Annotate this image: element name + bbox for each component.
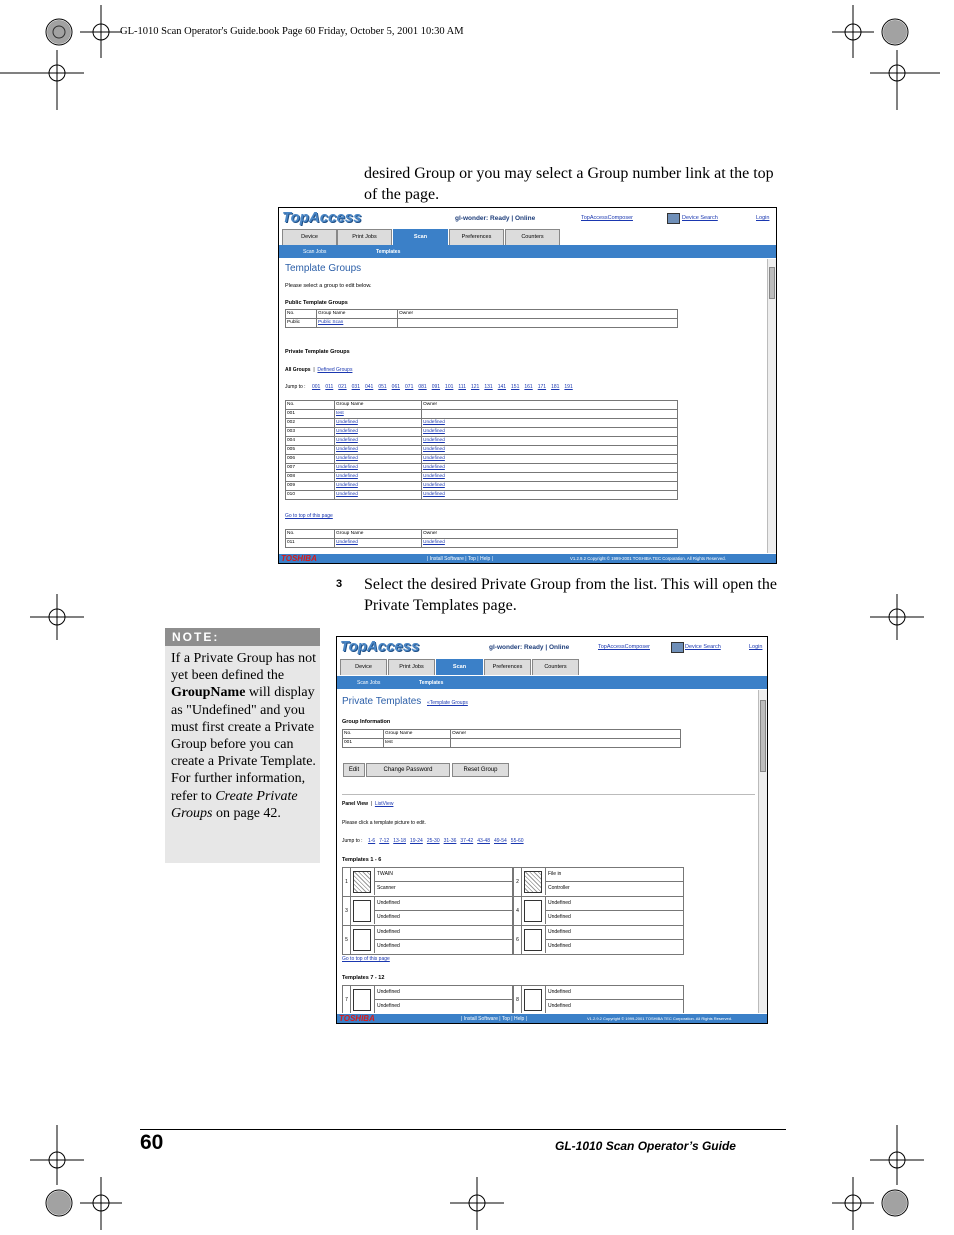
list-view-link[interactable]: ListView (374, 801, 394, 807)
template-destination: Controller (545, 882, 683, 895)
table-row (286, 473, 678, 482)
tab-counters-2[interactable]: Counters (532, 659, 579, 675)
templates-7-12-heading: Templates 7 - 12 (342, 975, 385, 981)
scrollbar[interactable] (767, 259, 776, 553)
private-groups-table (285, 400, 678, 500)
edit-button[interactable]: Edit (343, 763, 365, 777)
template-name: Undefined (374, 986, 512, 1000)
template-cell[interactable] (342, 985, 513, 1013)
device-search-icon-2 (671, 642, 684, 653)
table-row (286, 530, 678, 539)
template-name: Undefined (545, 986, 683, 1000)
template-groups-back-link[interactable]: «Template Groups (427, 700, 468, 706)
template-destination: Undefined (374, 1000, 512, 1013)
table-row (286, 482, 678, 491)
tab-scan[interactable]: Scan (393, 229, 448, 245)
group-name-link[interactable]: Undefined (335, 419, 422, 428)
copyright-text-2: V1.2.9.2 Copyright © 1999-2001 TOSHIBA TEC Corporation. All Rights Reserved. (587, 1016, 733, 1021)
jump-link[interactable]: 191 (564, 384, 573, 390)
note-text (171, 650, 319, 822)
jump-to-row-2 (342, 838, 524, 844)
step-number: 3 (336, 578, 343, 590)
private-groups-heading: Private Template Groups (285, 349, 350, 355)
screen-footer (279, 554, 776, 563)
group-name-link[interactable]: Undefined (335, 455, 422, 464)
jump-link[interactable]: 181 (551, 384, 560, 390)
info-owner (451, 739, 681, 748)
jump-link[interactable]: 31-36 (443, 838, 457, 844)
jump-link[interactable]: 061 (391, 384, 401, 390)
note-text-middle: will display as "Undefined" and you must first create a Private Group before you can create a Private Template. For further information, refer to (171, 685, 316, 804)
template-cell[interactable] (513, 925, 684, 955)
jump-link[interactable]: 55-60 (510, 838, 524, 844)
blank-template-icon[interactable] (524, 929, 542, 951)
group-name-link[interactable]: Undefined (335, 473, 422, 482)
jump-link[interactable]: 111 (458, 384, 466, 390)
column-header: Group Name (335, 401, 422, 410)
template-number: 1 (343, 868, 351, 896)
jump-link[interactable]: 161 (524, 384, 533, 390)
panel-view-label: Panel View (342, 801, 369, 807)
table-cell: 011 (286, 539, 335, 548)
table-row (286, 446, 678, 455)
intro-paragraph: desired Group or you may select a Group number link at the top of the page. (364, 165, 774, 203)
template-cell[interactable] (342, 925, 513, 955)
all-groups-label: All Groups (285, 367, 311, 373)
topaccess-logo: TopAccess (282, 209, 362, 226)
group-no: 007 (286, 464, 335, 473)
note-heading: NOTE: (165, 628, 320, 646)
template-cell[interactable] (513, 896, 684, 926)
jump-link[interactable]: 121 (471, 384, 480, 390)
template-name: TWAIN (374, 868, 512, 882)
group-no: 005 (286, 446, 335, 455)
table-row (286, 539, 678, 548)
composer-link[interactable]: TopAccessComposer (581, 215, 633, 221)
page-content (279, 259, 768, 553)
change-password-button[interactable]: Change Password (366, 763, 450, 777)
sub-tab-bar (279, 245, 776, 258)
table-row (286, 491, 678, 500)
group-no: 009 (286, 482, 335, 491)
template-cell[interactable] (513, 985, 684, 1013)
owner-link[interactable] (422, 410, 678, 419)
note-text-before: If a Private Group has not yet been defined the (171, 651, 317, 684)
table-cell: Group Name (335, 530, 422, 539)
topaccess-logo-2: TopAccess (340, 638, 420, 655)
template-number: 3 (343, 897, 351, 925)
main-tabs (279, 229, 776, 245)
private-groups-rows-2 (286, 530, 678, 548)
jump-link[interactable]: 021 (338, 384, 347, 390)
template-destination: Undefined (545, 1000, 683, 1013)
toshiba-logo: TOSHIBA (281, 554, 317, 563)
template-number: 2 (514, 868, 522, 896)
template-number: 6 (514, 926, 522, 954)
group-name-link[interactable]: test (335, 410, 422, 419)
info-no: 001 (343, 739, 384, 748)
owner-link[interactable]: Undefined (422, 491, 678, 500)
sub-tab-scan-jobs-2[interactable]: Scan Jobs (357, 680, 381, 686)
template-icon[interactable] (353, 871, 371, 893)
info-col-owner: Owner (451, 730, 681, 739)
footer-links-2[interactable]: | Install Software | Top | Help | (461, 1016, 527, 1022)
instruction-text: Please select a group to edit below. (285, 283, 372, 289)
template-name: Undefined (545, 926, 683, 940)
jump-link[interactable]: 43-48 (477, 838, 490, 844)
col-owner: Owner (398, 310, 678, 319)
login-link-2[interactable]: Login (749, 644, 763, 650)
owner-link[interactable]: Undefined (422, 419, 678, 428)
device-search-link-2[interactable]: Device Search (685, 644, 721, 650)
scrollbar-thumb[interactable] (769, 267, 775, 299)
templates-grid-2 (342, 985, 682, 1013)
table-row (286, 428, 678, 437)
group-no: 003 (286, 428, 335, 437)
col-group-name: Group Name (317, 310, 398, 319)
jump-link[interactable]: 131 (484, 384, 493, 390)
private-templates-screenshot (336, 636, 768, 1024)
screen-footer-2 (337, 1014, 767, 1023)
group-info-heading: Group Information (342, 719, 391, 725)
main-tabs-2 (337, 659, 767, 675)
template-number: 8 (514, 986, 522, 1013)
template-number: 4 (514, 897, 522, 925)
page-content-2 (337, 690, 759, 1013)
column-header: No. (286, 401, 335, 410)
jump-link[interactable]: 091 (431, 384, 441, 390)
device-status: gl-wonder: Ready | Online (455, 215, 536, 222)
group-name-link[interactable]: Undefined (335, 446, 422, 455)
sub-tab-templates[interactable]: Templates (376, 249, 401, 255)
group-no: 001 (286, 410, 335, 419)
blank-template-icon[interactable] (353, 900, 371, 922)
public-group-link[interactable]: Public Scan (317, 319, 398, 328)
owner-link[interactable]: Undefined (422, 464, 678, 473)
page-number: 60 (140, 1131, 164, 1154)
tab-device-2[interactable]: Device (340, 659, 387, 675)
group-name-link[interactable]: Undefined (335, 491, 422, 500)
tab-counters[interactable]: Counters (505, 229, 560, 245)
col-no: No. (286, 310, 317, 319)
template-destination: Undefined (545, 940, 683, 953)
sub-tab-scan-jobs[interactable]: Scan Jobs (303, 249, 327, 255)
step-text: Select the desired Private Group from the list. This will open the Private Templates page. (364, 576, 777, 614)
jump-link[interactable]: 011 (325, 384, 334, 390)
group-name-link[interactable]: Undefined (335, 437, 422, 446)
jump-link[interactable]: 101 (445, 384, 454, 390)
back-link-text: Template Groups (429, 700, 468, 706)
templates-grid-1 (342, 867, 682, 954)
guide-title: GL-1010 Scan Operator’s Guide (555, 1139, 736, 1153)
page-title-2: Private Templates (342, 696, 422, 707)
scrollbar-2[interactable] (758, 690, 767, 1013)
divider (342, 794, 755, 795)
template-destination: Undefined (374, 911, 512, 924)
go-top-link[interactable]: Go to top of this page (285, 513, 333, 519)
footer-links[interactable]: | Install Software | Top | Help | (427, 556, 493, 562)
public-owner (398, 319, 678, 328)
go-top-link-2[interactable]: Go to top of this page (342, 956, 390, 962)
group-name-link[interactable]: Undefined (335, 464, 422, 473)
blank-template-icon[interactable] (353, 989, 371, 1011)
note-text-after: on page 42. (212, 805, 281, 821)
device-status-2: gl-wonder: Ready | Online (489, 644, 570, 651)
tab-scan-2[interactable]: Scan (436, 659, 483, 675)
jump-link[interactable]: 041 (364, 384, 374, 390)
private-groups-rows (286, 401, 678, 500)
table-cell: No. (286, 530, 335, 539)
blank-template-icon[interactable] (353, 929, 371, 951)
template-icon[interactable] (524, 871, 542, 893)
owner-link[interactable]: Undefined (422, 482, 678, 491)
owner-link[interactable]: Undefined (422, 446, 678, 455)
instruction-text-2: Please click a template picture to edit. (342, 820, 426, 826)
template-number: 7 (343, 986, 351, 1013)
note-italic-reference: Create Private Groups (171, 788, 298, 821)
table-cell[interactable]: Undefined (335, 539, 422, 548)
blank-template-icon[interactable] (524, 989, 542, 1011)
jump-link[interactable]: 19-24 (410, 838, 423, 844)
template-destination: Scanner (374, 882, 512, 895)
owner-link[interactable]: Undefined (422, 473, 678, 482)
info-col-group-name: Group Name (384, 730, 451, 739)
jump-links-2 (364, 838, 524, 844)
device-search-icon (667, 213, 680, 224)
template-name: Undefined (374, 926, 512, 940)
jump-link[interactable]: 171 (537, 384, 547, 390)
public-groups-heading: Public Template Groups (285, 300, 348, 306)
template-cell[interactable] (513, 867, 684, 897)
template-cell[interactable] (342, 896, 513, 926)
jump-link[interactable]: 49-54 (494, 838, 507, 844)
group-name-link[interactable]: Undefined (335, 482, 422, 491)
jump-to-row (285, 384, 573, 390)
note-bold-term: GroupName (171, 685, 246, 701)
jump-link[interactable]: 051 (378, 384, 387, 390)
table-cell: Owner (422, 530, 678, 539)
table-row (286, 419, 678, 428)
jump-label: Jump to : (285, 384, 306, 390)
composer-link-2[interactable]: TopAccessComposer (598, 644, 650, 650)
owner-link[interactable]: Undefined (422, 428, 678, 437)
template-destination: Undefined (545, 911, 683, 924)
view-filter: All Groups | Defined Groups (285, 367, 353, 373)
template-cell[interactable] (342, 867, 513, 897)
group-info-table (342, 729, 681, 748)
page-title: Template Groups (285, 263, 362, 274)
jump-link[interactable]: 151 (511, 384, 520, 390)
copyright-text: V1.2.9.2 Copyright © 1999-2001 TOSHIBA TEC Corporation. All Rights Reserved. (570, 556, 726, 561)
jump-link[interactable]: 13-18 (393, 838, 407, 844)
template-groups-screenshot (278, 207, 777, 564)
jump-link[interactable]: 031 (351, 384, 360, 390)
owner-link[interactable]: Undefined (422, 437, 678, 446)
tab-print-jobs[interactable]: Print Jobs (337, 229, 392, 245)
template-name: File in (545, 868, 683, 882)
table-cell[interactable]: Undefined (422, 539, 678, 548)
template-name: Undefined (545, 897, 683, 911)
table-row (286, 437, 678, 446)
template-number: 5 (343, 926, 351, 954)
blank-template-icon[interactable] (524, 900, 542, 922)
template-name: Undefined (374, 897, 512, 911)
jump-link[interactable]: 25-30 (426, 838, 440, 844)
tab-device[interactable]: Device (282, 229, 337, 245)
jump-link[interactable]: 081 (418, 384, 427, 390)
group-no: 010 (286, 491, 335, 500)
info-group-name: test (384, 739, 451, 748)
public-no: Public (286, 319, 317, 328)
jump-link[interactable]: 141 (497, 384, 507, 390)
footer-rule (140, 1129, 786, 1130)
view-toggle: Panel View | ListView (342, 801, 394, 807)
group-no: 008 (286, 473, 335, 482)
book-header-line: GL-1010 Scan Operator's Guide.book Page 60 Friday, October 5, 2001 10:30 AM (120, 26, 464, 37)
jump-link[interactable]: 001 (311, 384, 321, 390)
toshiba-logo-2: TOSHIBA (339, 1014, 375, 1023)
group-no: 002 (286, 419, 335, 428)
tab-preferences-2[interactable]: Preferences (484, 659, 531, 675)
tab-print-jobs-2[interactable]: Print Jobs (388, 659, 435, 675)
scrollbar-thumb-2[interactable] (760, 700, 766, 772)
jump-link[interactable]: 7-12 (379, 838, 390, 844)
login-link[interactable]: Login (756, 215, 770, 221)
group-name-link[interactable]: Undefined (335, 428, 422, 437)
public-groups-table (285, 309, 678, 328)
info-col-no: No. (343, 730, 384, 739)
column-header: Owner (422, 401, 678, 410)
template-destination: Undefined (374, 940, 512, 953)
device-search-link[interactable]: Device Search (682, 215, 718, 221)
private-groups-table-2 (285, 529, 678, 548)
jump-label-2: Jump to : (342, 838, 363, 844)
defined-groups-link[interactable]: Defined Groups (317, 367, 353, 373)
sub-tab-bar-2 (337, 676, 767, 689)
table-row (286, 455, 678, 464)
jump-link[interactable]: 071 (405, 384, 414, 390)
jump-link[interactable]: 1-6 (367, 838, 376, 844)
table-row (286, 410, 678, 419)
templates-1-6-heading: Templates 1 - 6 (342, 857, 382, 863)
group-no: 006 (286, 455, 335, 464)
jump-link[interactable]: 37-42 (460, 838, 474, 844)
jump-links (307, 384, 573, 390)
table-row (286, 464, 678, 473)
owner-link[interactable]: Undefined (422, 455, 678, 464)
tab-preferences[interactable]: Preferences (449, 229, 504, 245)
reset-group-button[interactable]: Reset Group (452, 763, 509, 777)
sub-tab-templates-2[interactable]: Templates (419, 680, 444, 686)
group-no: 004 (286, 437, 335, 446)
